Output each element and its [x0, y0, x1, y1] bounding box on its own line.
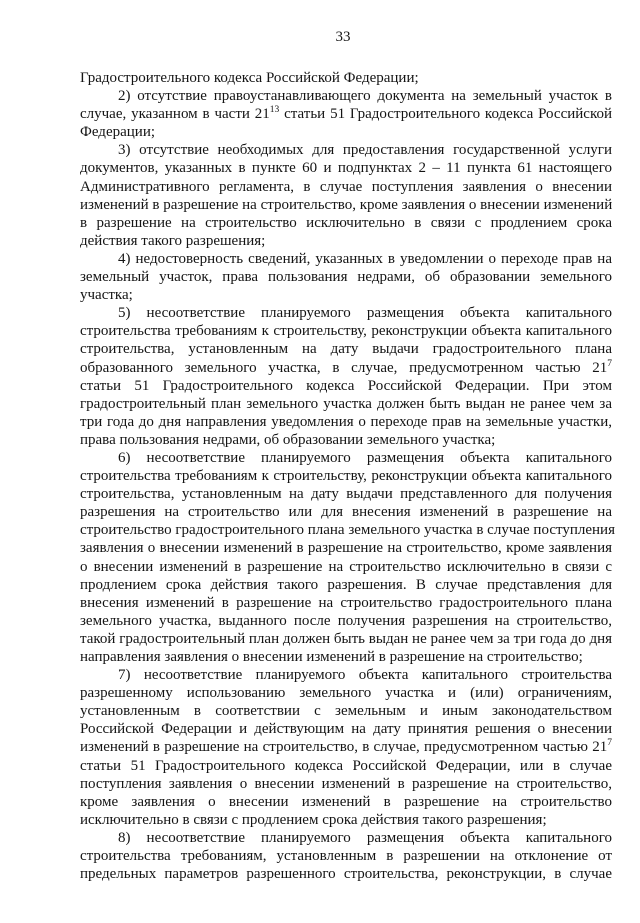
text-line: внесения изменений в разрешение на строительство градостроительного плана: [80, 594, 612, 611]
text-line: Федерации;: [80, 124, 156, 141]
text-line: [80, 359, 612, 377]
text-line: земельный участок, права пользования недрами, об образовании земельного: [80, 269, 612, 286]
line-text: случае, указанном в части 21: [80, 106, 270, 123]
text-line: продлением срока действия такого разрешения. В случае представления для: [80, 576, 612, 593]
text-line: строительства требованиям, установленным в разрешении на отклонение от: [80, 848, 612, 865]
text-line: предельных параметров разрешенного строительства, реконструкции, в случае: [80, 866, 612, 883]
text-line: изменений в разрешение на строительство, кроме заявления о внесении изменений: [80, 196, 613, 213]
text-line: документов, указанных в пункте 60 и подпунктах 2 – 11 пункта 61 настоящего: [80, 160, 612, 177]
paragraph: [80, 666, 612, 829]
text-line: [80, 738, 612, 756]
text-line: права пользования недрами, об образовании земельного участка;: [80, 431, 496, 448]
text-line: 2) отсутствие правоустанавливающего документа на земельный участок в: [118, 88, 612, 105]
text-line: 6) несоответствие планируемого размещения объекта капитального: [118, 449, 612, 466]
text-line: направления заявления о внесении изменений в разрешение на строительство;: [80, 649, 583, 665]
line-text: статьи 51 Градостроительного кодекса Российской: [279, 106, 613, 123]
line-text: изменений в разрешение на строительство, в случае, предусмотренном частью 21: [80, 739, 608, 756]
text-line: 8) несоответствие планируемого размещения объекта капитального: [118, 829, 612, 846]
text-line: [80, 105, 612, 123]
paragraph: [80, 250, 612, 304]
text-line: кроме заявления о внесении изменений в разрешение на строительство: [80, 793, 612, 810]
text-line: установленным в соответствии с земельным и иным законодательством: [80, 703, 612, 720]
text-line: строительства, установленным на дату выдачи градостроительного плана: [80, 341, 612, 358]
text-line: разрешенному использованию земельного участка и (или) ограничениям,: [80, 685, 612, 702]
text-line: строительства требованиям к строительству, реконструкции объекта капитального: [80, 468, 612, 485]
text-line: Градостроительного кодекса Российской Федерации;: [80, 70, 419, 86]
paragraph: [80, 304, 612, 449]
paragraph: [80, 829, 612, 883]
line-text: образованного земельного участка, в случае, предусмотренном частью 21: [80, 359, 608, 376]
text-line: действия такого разрешения;: [80, 232, 266, 249]
body-text: [80, 69, 615, 883]
text-line: три года до дня направления уведомления о переходе прав на земельные участки,: [80, 413, 612, 430]
text-line: Российской Федерации и действующим на дату принятия решения о внесении: [80, 721, 612, 738]
text-line: в разрешение на строительство исключительно в связи с продлением срока: [80, 214, 612, 231]
text-line: 3) отсутствие необходимых для предоставления государственной услуги: [118, 142, 612, 159]
text-line: градостроительный план земельного участка должен быть выдан не ранее чем за: [80, 395, 612, 412]
paragraph: [80, 449, 615, 666]
paragraph: [80, 141, 612, 250]
text-line: участка;: [80, 287, 133, 304]
text-line: 4) недостоверность сведений, указанных в уведомлении о переходе прав на: [118, 250, 612, 267]
paragraph: [80, 87, 612, 141]
text-line: статьи 51 Градостроительного кодекса Российской Федерации, или в случае: [80, 757, 612, 774]
text-line: такой градостроительный план должен быть выдан не ранее чем за три года до дня: [80, 630, 612, 647]
text-line: о внесении изменений в разрешение на строительство исключительно в связи с: [80, 558, 612, 575]
text-line: 7) несоответствие планируемого объекта капитального строительства: [118, 667, 612, 684]
superscript: 7: [607, 738, 612, 749]
paragraph: [80, 69, 612, 87]
page-number: 33: [335, 29, 351, 45]
superscript: 7: [607, 358, 612, 369]
text-line: Административного регламента, в случае поступления заявления о внесении: [80, 178, 612, 195]
text-line: поступления заявления о внесении изменений в разрешение на строительство,: [80, 775, 612, 792]
text-line: статьи 51 Градостроительного кодекса Российской Федерации. При этом: [80, 377, 612, 394]
text-line: разрешения на строительство или для внесения изменений в разрешение на: [80, 504, 612, 521]
text-line: 5) несоответствие планируемого размещения объекта капитального: [118, 305, 612, 322]
superscript: 13: [269, 105, 280, 116]
text-line: строительство градостроительного плана земельного участка в случае поступления: [80, 522, 615, 539]
text-line: земельного участка, выданного после получения разрешения на строительство,: [80, 612, 612, 629]
text-line: исключительно в связи с продлением срока действия такого разрешения;: [80, 811, 547, 828]
text-line: заявления о внесении изменений в разрешение на строительство, кроме заявления: [80, 540, 612, 557]
text-line: строительства требованиям к строительству, реконструкции объекта капитального: [80, 323, 612, 340]
text-line: строительства, установленным на дату выдачи представленного для получения: [80, 486, 612, 503]
